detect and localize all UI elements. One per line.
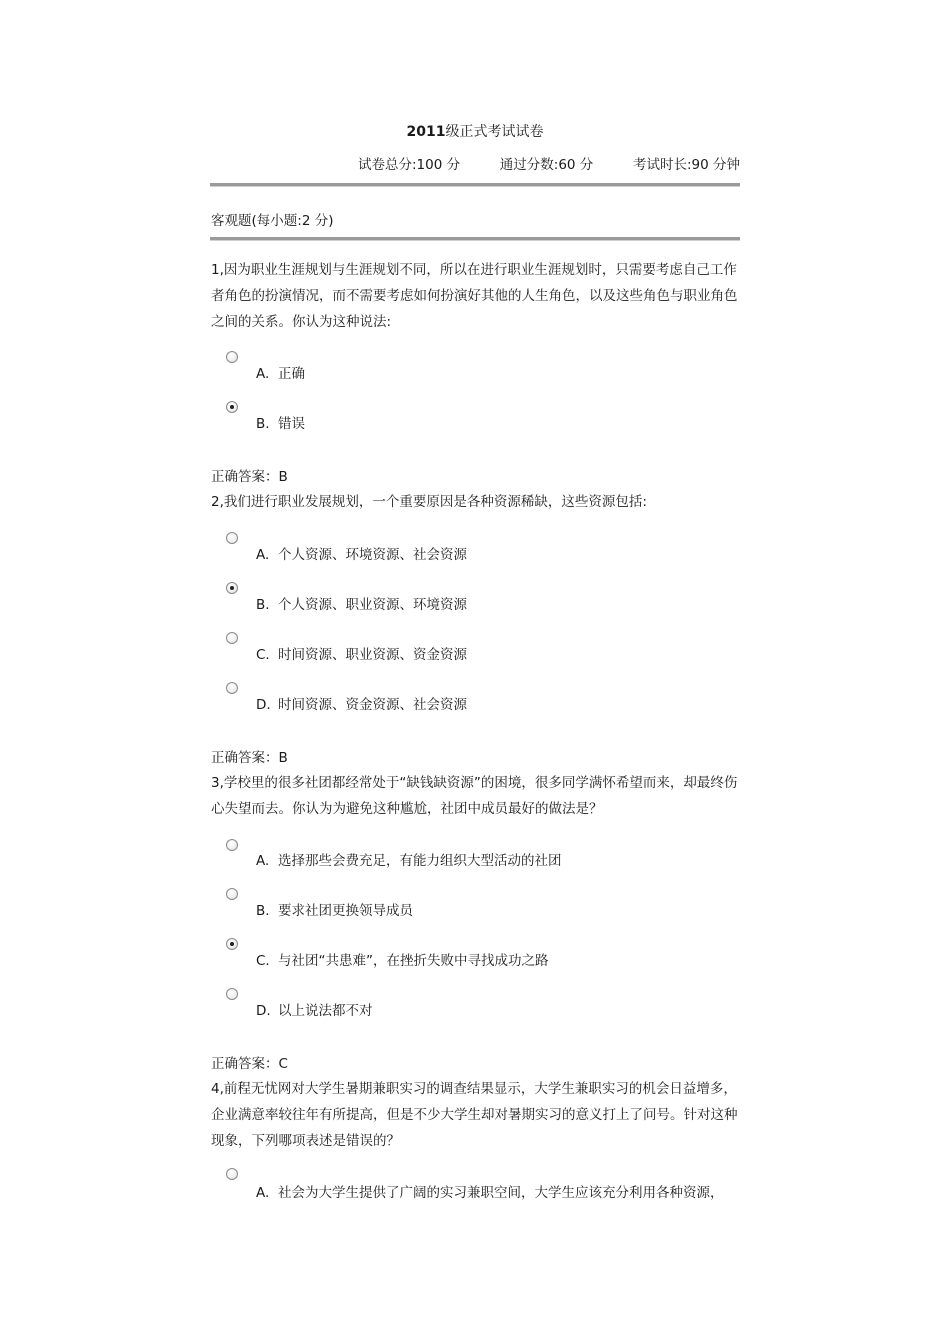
- question-3-option-c[interactable]: [256, 949, 549, 969]
- option-letter: B.: [256, 416, 270, 432]
- option-text: 正确: [278, 366, 305, 382]
- question-1-text: 1,因为职业生涯规划与生涯规划不同，所以在进行职业生涯规划时，只需要考虑自己工作者角色的扮演情况，而不需要考虑如何扮演好其他的人生角色，以及这些角色与职业角色之间的关系。你认为这种说法:: [211, 262, 738, 330]
- question-2-option-a[interactable]: [256, 543, 467, 563]
- option-text: 要求社团更换领导成员: [278, 903, 413, 919]
- exam-meta: [358, 153, 740, 173]
- option-letter: C.: [256, 953, 270, 969]
- section-label: 客观题(每小题:2 分): [211, 213, 334, 229]
- option-letter: C.: [256, 647, 270, 663]
- question-3-option-d[interactable]: [256, 999, 373, 1019]
- question-1-option-a-radio[interactable]: [226, 351, 238, 363]
- option-text: 错误: [278, 416, 305, 432]
- question-4-option-a-radio[interactable]: [226, 1168, 238, 1180]
- question-3-option-b-radio[interactable]: [226, 888, 238, 900]
- question-2-option-c-radio[interactable]: [226, 632, 238, 644]
- question-3-answer: 正确答案：C: [211, 1056, 288, 1072]
- question-4-text: 4,前程无忧网对大学生暑期兼职实习的调查结果显示，大学生兼职实习的机会日益增多，企业满意率较往年有所提高，但是不少大学生却对暑期实习的意义打上了问号。针对这种现象，下列哪项表述是错误的？: [211, 1081, 738, 1149]
- question-3-option-a[interactable]: [256, 849, 562, 869]
- question-4-option-a[interactable]: [256, 1181, 724, 1201]
- option-letter: D.: [256, 1003, 271, 1019]
- option-text: 以上说法都不对: [278, 1003, 373, 1019]
- option-text: 与社团“共患难”，在挫折失败中寻找成功之路: [278, 953, 549, 969]
- question-2-option-d-radio[interactable]: [226, 682, 238, 694]
- total-score: 试卷总分:100 分: [358, 157, 461, 173]
- question-2-text: 2,我们进行职业发展规划，一个重要原因是各种资源稀缺，这些资源包括:: [211, 494, 647, 510]
- option-letter: B.: [256, 597, 270, 613]
- question-3-text: 3,学校里的很多社团都经常处于“缺钱缺资源”的困境，很多同学满怀希望而来，却最终伤心失望而去。你认为为避免这种尴尬，社团中成员最好的做法是？: [211, 775, 738, 817]
- option-text: 社会为大学生提供了广阔的实习兼职空间，大学生应该充分利用各种资源，: [278, 1185, 724, 1201]
- question-2-option-b-radio[interactable]: [226, 582, 238, 594]
- option-text: 时间资源、职业资源、资金资源: [278, 647, 467, 663]
- title-year: 2011: [406, 124, 446, 140]
- question-2-answer: 正确答案：B: [211, 750, 288, 766]
- option-letter: A.: [256, 1185, 270, 1201]
- section-divider: [210, 237, 740, 241]
- header-divider: [210, 183, 740, 187]
- pass-score: 通过分数:60 分: [499, 157, 594, 173]
- question-2-option-a-radio[interactable]: [226, 532, 238, 544]
- question-1-option-b[interactable]: [256, 412, 305, 432]
- page-title: [210, 121, 740, 141]
- exam-duration: 考试时长:90 分钟: [632, 157, 740, 173]
- question-1-option-a[interactable]: [256, 362, 305, 382]
- question-2-option-b[interactable]: [256, 593, 467, 613]
- option-letter: B.: [256, 903, 270, 919]
- option-letter: A.: [256, 366, 270, 382]
- title-text: 级正式考试试卷: [445, 124, 544, 140]
- option-text: 选择那些会费充足，有能力组织大型活动的社团: [278, 853, 562, 869]
- question-3-option-a-radio[interactable]: [226, 839, 238, 851]
- question-2-option-d[interactable]: [256, 693, 467, 713]
- option-letter: A.: [256, 547, 270, 563]
- question-1-option-b-radio[interactable]: [226, 401, 238, 413]
- option-letter: A.: [256, 853, 270, 869]
- option-text: 时间资源、资金资源、社会资源: [278, 697, 467, 713]
- option-letter: D.: [256, 697, 271, 713]
- question-3-option-c-radio[interactable]: [226, 938, 238, 950]
- question-2-option-c[interactable]: [256, 643, 467, 663]
- question-1-answer: 正确答案：B: [211, 469, 288, 485]
- question-3-option-d-radio[interactable]: [226, 988, 238, 1000]
- question-3-option-b[interactable]: [256, 899, 413, 919]
- option-text: 个人资源、职业资源、环境资源: [278, 597, 467, 613]
- option-text: 个人资源、环境资源、社会资源: [278, 547, 467, 563]
